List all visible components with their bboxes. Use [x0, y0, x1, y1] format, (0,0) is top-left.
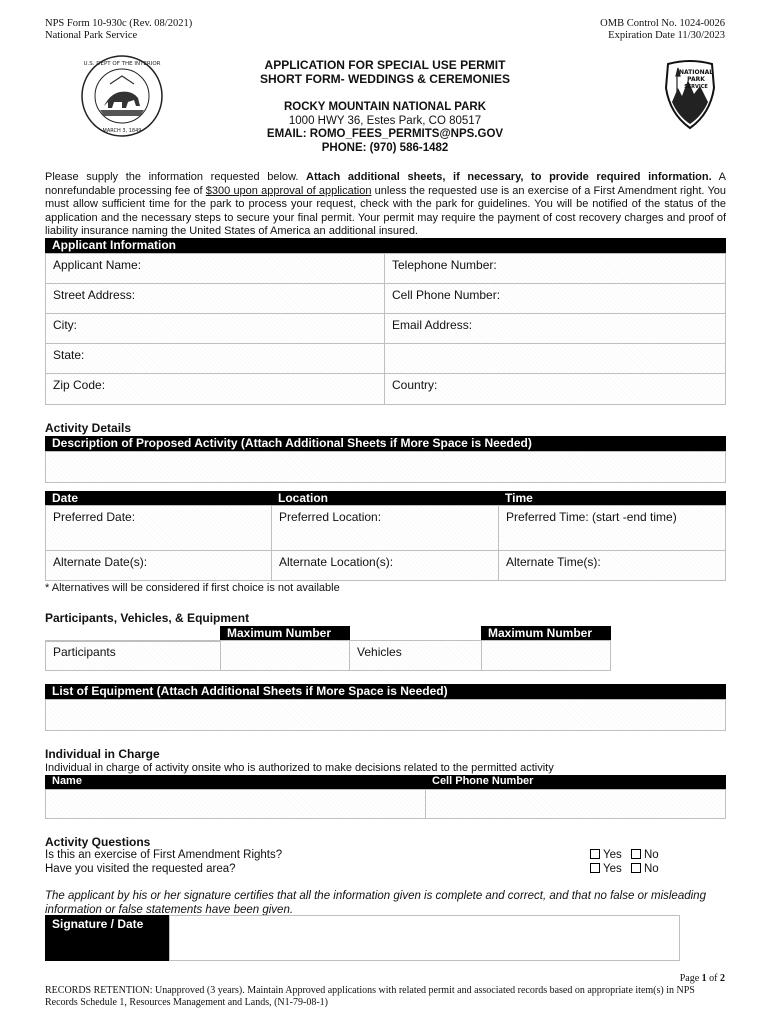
activity-questions-title: Activity Questions	[45, 835, 151, 849]
q1-yes-label: Yes	[603, 849, 622, 861]
telephone-field[interactable]	[384, 253, 726, 284]
alternate-location-field[interactable]	[271, 550, 499, 581]
zip-code-field[interactable]	[45, 373, 385, 405]
q2-yes-label: Yes	[603, 863, 622, 875]
page-of: of	[709, 973, 718, 984]
city-label: City:	[53, 318, 77, 332]
individual-in-charge-title: Individual in Charge	[45, 747, 160, 761]
preferred-date-label: Preferred Date:	[53, 510, 136, 524]
instructions-bold: Attach additional sheets, if necessary, to provide required information.	[306, 171, 712, 183]
certification-statement: The applicant by his or her signature certifies that all the information given is complete and correct, and that no false or misleading information or false statements have been given.	[45, 890, 706, 916]
preferred-location-label: Preferred Location:	[279, 510, 382, 524]
page-label: Page	[679, 973, 700, 984]
country-label: Country:	[392, 378, 438, 392]
page-number	[680, 973, 725, 984]
street-address-label: Street Address:	[53, 288, 136, 302]
form-number: NPS Form 10-930c (Rev. 08/2021)	[45, 18, 193, 29]
participants-max-header: Maximum Number	[220, 626, 350, 641]
alternate-time-field[interactable]	[498, 550, 726, 581]
signature-date-field[interactable]	[169, 915, 680, 961]
equipment-list-field[interactable]	[45, 699, 726, 731]
preferred-location-field[interactable]	[271, 505, 499, 551]
q1-yes-checkbox[interactable]	[590, 849, 600, 859]
page-current: 1	[701, 973, 707, 984]
alternate-date-label: Alternate Date(s):	[53, 555, 148, 569]
expiration-date: Expiration Date 11/30/2023	[608, 30, 725, 41]
q2-yes-checkbox[interactable]	[590, 863, 600, 873]
applicant-info-header: Applicant Information	[45, 238, 726, 253]
participants-label-cell	[45, 640, 221, 671]
location-header: Location	[271, 491, 499, 506]
individual-name-header: Name	[45, 775, 426, 789]
blank-field[interactable]	[384, 343, 726, 374]
svg-text:PARK: PARK	[687, 76, 705, 83]
individual-cell-field[interactable]	[425, 789, 726, 819]
telephone-label: Telephone Number:	[392, 258, 497, 272]
date-header: Date	[45, 491, 272, 506]
page-total: 2	[720, 973, 725, 984]
zip-code-label: Zip Code:	[53, 378, 106, 392]
participants-max-field[interactable]	[220, 640, 350, 671]
applicant-name-label: Applicant Name:	[53, 258, 142, 272]
email-label: Email Address:	[392, 318, 473, 332]
participants-section-title: Participants, Vehicles, & Equipment	[45, 611, 250, 625]
vehicles-label-cell	[349, 640, 482, 671]
vehicles-label: Vehicles	[357, 645, 402, 659]
activity-details-title: Activity Details	[45, 421, 132, 435]
form-header-left	[45, 18, 192, 42]
svg-text:U.S. DEPT OF THE INTERIOR: U.S. DEPT OF THE INTERIOR	[83, 61, 161, 67]
alternate-time-label: Alternate Time(s):	[506, 555, 601, 569]
individual-cell-header: Cell Phone Number	[425, 775, 726, 789]
title-line-2: SHORT FORM- WEDDINGS & CEREMONIES	[259, 72, 510, 86]
cell-phone-label: Cell Phone Number:	[392, 288, 501, 302]
instructions-text: Please supply the information requested below.	[45, 171, 299, 183]
q1-options	[590, 849, 659, 861]
park-name: ROCKY MOUNTAIN NATIONAL PARK	[283, 101, 487, 113]
vehicles-max-header: Maximum Number	[481, 626, 611, 641]
title-line-1: APPLICATION FOR SPECIAL USE PERMIT	[264, 58, 506, 72]
form-title	[0, 58, 770, 86]
instructions-paragraph	[45, 171, 726, 239]
state-field[interactable]	[45, 343, 385, 374]
form-header-right	[600, 18, 725, 42]
q1-no-label: No	[643, 849, 659, 861]
cell-phone-field[interactable]	[384, 283, 726, 314]
city-field[interactable]	[45, 313, 385, 344]
street-address-field[interactable]	[45, 283, 385, 314]
fee-pre-text: A nonrefundable processing fee of	[45, 171, 726, 197]
individual-name-field[interactable]	[45, 789, 426, 819]
park-contact-block	[0, 101, 770, 155]
equipment-list-header: List of Equipment (Attach Additional Sheets if More Space is Needed)	[45, 684, 726, 699]
q2-no-label: No	[643, 863, 659, 875]
activity-description-field[interactable]	[45, 451, 726, 483]
signature-date-label: Signature / Date	[45, 915, 170, 961]
question-visited-area: Have you visited the requested area?	[45, 863, 236, 875]
applicant-name-field[interactable]	[45, 253, 385, 284]
state-label: State:	[53, 348, 85, 362]
participants-label: Participants	[53, 645, 116, 659]
preferred-date-field[interactable]	[45, 505, 272, 551]
agency-name: National Park Service	[45, 30, 138, 41]
preferred-time-field[interactable]	[498, 505, 726, 551]
park-email: EMAIL: ROMO_FEES_PERMITS@NPS.GOV	[266, 128, 504, 140]
email-field[interactable]	[384, 313, 726, 344]
omb-control-number: OMB Control No. 1024-0026	[600, 18, 725, 29]
fee-post-text: unless the requested use is an exercise of a First Amendment right. You must allow sufficient time for the park to process your request, check with the park for guidelines. You will be notified of the status of the application and the necessary steps to secure your final permit. Your permit may require the payment of cost recovery charges and proof of liability insurance naming the United States of America an additional insured.	[45, 184, 727, 237]
svg-text:MARCH 3, 1849: MARCH 3, 1849	[102, 128, 142, 134]
time-header: Time	[498, 491, 726, 506]
park-phone: PHONE: (970) 586-1482	[321, 141, 449, 154]
alternate-location-label: Alternate Location(s):	[279, 555, 394, 569]
country-field[interactable]	[384, 373, 726, 405]
q2-no-checkbox[interactable]	[631, 863, 641, 873]
fee-amount: $300 upon approval of application	[205, 184, 372, 197]
q1-no-checkbox[interactable]	[631, 849, 641, 859]
alternatives-note: * Alternatives will be considered if first choice is not available	[45, 582, 340, 594]
question-first-amendment: Is this an exercise of First Amendment Rights?	[45, 849, 283, 861]
q2-options	[590, 863, 659, 875]
individual-in-charge-description: Individual in charge of activity onsite who is authorized to make decisions related to the permitted activity	[45, 762, 554, 774]
vehicles-header-spacer	[349, 626, 482, 641]
vehicles-max-field[interactable]	[481, 640, 611, 671]
alternate-date-field[interactable]	[45, 550, 272, 581]
preferred-time-label: Preferred Time: (start -end time)	[506, 510, 677, 524]
svg-text:NATIONAL: NATIONAL	[678, 69, 714, 76]
svg-text:SERVICE: SERVICE	[684, 84, 708, 90]
activity-description-header: Description of Proposed Activity (Attach Additional Sheets if More Space is Needed)	[45, 436, 726, 451]
park-address: 1000 HWY 36, Estes Park, CO 80517	[288, 114, 482, 127]
records-retention-note: RECORDS RETENTION: Unapproved (3 years). Maintain Approved applications with related permit and associated records based on appropriate item(s) in NPS Records Schedule 1, Resources Management and Lands, (N1-79-08-1)	[45, 985, 695, 1008]
